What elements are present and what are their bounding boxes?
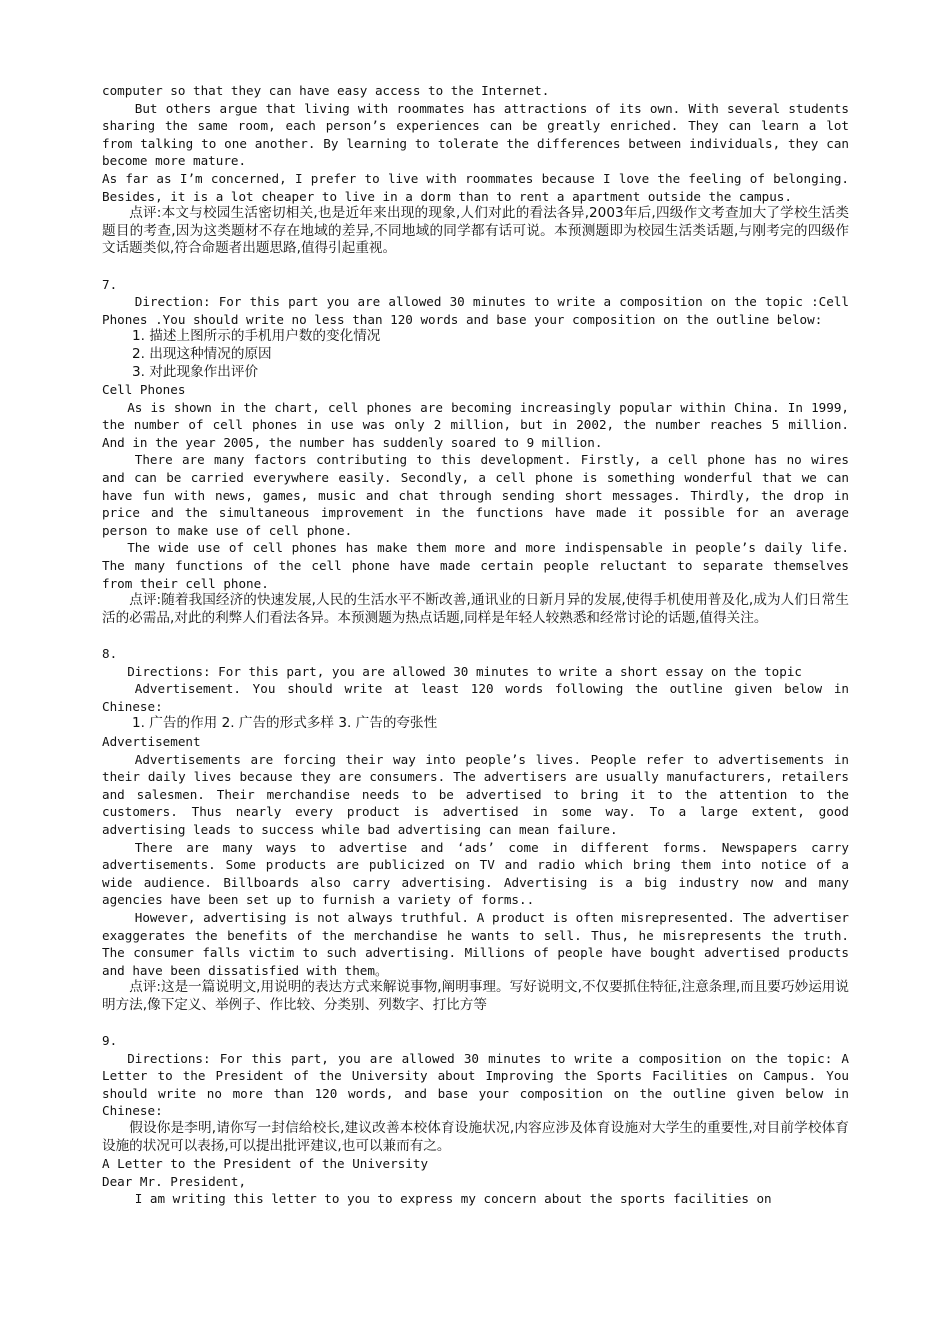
- s7-paragraph-1: As is shown in the chart, cell phones are becoming increasingly popular within China. In 1999, the number of cell phones in use was only 2 million, but in 2002, the number reaches 5 million. And in the year 2005, the number has suddenly soared to 9 million.: [102, 399, 849, 450]
- s7-paragraph-2: There are many factors contributing to this development. Firstly, a cell phone has no wires and can be carried everywhere easily. Secondly, a cell phone is something wonderful that we can have fun with news, games, music and chat through sending short messages. Thirdly, the drop in price and the simultaneous improvement in the functions have made it possible for an average person to make use of cell phone.: [102, 452, 849, 538]
- spacer: [102, 258, 849, 276]
- s9-letter-title: A Letter to the President of the University: [102, 1156, 429, 1172]
- s8-comment: 点评:这是一篇说明文,用说明的表达方式来解说事物,阐明事理。写好说明文,不仅要抓住特征,注意条理,而且要巧妙运用说明方法,像下定义、举例子、作比较、分类别、列数字、打比方等: [102, 979, 849, 1013]
- s8-number: 8.: [102, 646, 118, 661]
- s7-number: 7.: [102, 276, 118, 292]
- s6-paragraph-2: But others argue that living with roommates has attractions of its own. With several students sharing the same room, each person’s experiences can be greatly enriched. They can learn a lot from talking to one another. By learning to tolerate the differences between individuals, they can become more mature.: [102, 100, 849, 169]
- s6-comment: 点评:本文与校园生活密切相关,也是近年来出现的现象,人们对此的看法各异,2003年后,四级作文考查加大了学校生活类题目的考查,因为这类题材不存在地域的差异,不同地域的同学都有话可说。本预测题即为校园生活类话题,与刚考完的四级作文话题类似,符合命题者出题思路,值得引起重视。: [102, 205, 849, 257]
- s7-paragraph-3: The wide use of cell phones has make them more and more indispensable in people’s daily life. The many functions of the cell phone have made certain people reluctant to separate themselves from their cell phone.: [102, 540, 849, 591]
- s8-paragraph-3: However, advertising is not always truthful. A product is often misrepresented. The advertiser exaggerates the benefits of the merchandise he wants to sell. Thus, he misrepresents the truth. The consumer falls victim to such advertising. Millions of people have bought advertised products and have been dissatisfied with them。: [102, 909, 849, 978]
- s7-outline-item-1: 1. 描述上图所示的手机用户数的变化情况: [132, 328, 381, 345]
- s7-outline-item-3: 3. 对此现象作出评价: [132, 363, 259, 380]
- s7-essay-title: Cell Phones: [102, 382, 186, 398]
- s8-paragraph-2: There are many ways to advertise and ‘ads’ come in different forms. Newspapers carry advertisements. Some products are publicized on TV and radio which bring them into notice of a wide audience. Billboards also carry advertising. Advertising is a big industry now and many agencies have been set up to furnish a variety of forms..: [102, 839, 849, 908]
- s9-outline: 假设你是李明,请你写一封信给校长,建议改善本校体育设施状况,内容应涉及体育设施对大学生的重要性,对目前学校体育设施的状况可以表扬,可以提出批评建议,也可以兼而有之。: [102, 1120, 849, 1154]
- s7-outline-item-2: 2. 出现这种情况的原因: [132, 345, 272, 362]
- spacer: [102, 1014, 849, 1032]
- s9-paragraph-1: I am writing this letter to you to express my concern about the sports facilities on: [134, 1191, 772, 1207]
- s8-paragraph-1: Advertisements are forcing their way into people’s lives. People refer to advertisements in their daily lives because they are consumers. The advertisers are usually manufacturers, retailers and salesmen. Their merchandise needs to be advertised to bring it to the attention to the customers. Thus nearly every product is advertised in some way. To a large extent, good advertising leads to success while bad advertising can mean failure.: [102, 751, 849, 837]
- s6-paragraph-3: As far as I’m concerned, I prefer to live with roommates because I love the feeling of belonging. Besides, it is a lot cheaper to live in a dorm than to rent a apartment outside the campus.: [102, 170, 849, 204]
- s8-direction-line-1: Directions: For this part, you are allowed 30 minutes to write a short essay on the topic: [127, 663, 802, 679]
- s7-comment: 点评:随着我国经济的快速发展,人民的生活水平不断改善,通讯业的日新月异的发展,使得手机使用普及化,成为人们日常生活的必需品,对此的利弊人们看法各异。本预测题为热点话题,同样是年轻人较熟悉和经常讨论的话题,值得关注。: [102, 592, 849, 626]
- s7-direction: Direction: For this part you are allowed 30 minutes to write a composition on the topic :Cell Phones .You should write no less than 120 words and base your composition on the outline below:: [102, 294, 849, 327]
- s9-direction: Directions: For this part, you are allowed 30 minutes to write a composition on the topic: A Letter to the President of the University about Improving the Sports Facilities on Campus. You should write no more than 120 words, and base your composition on the outline given below in Chinese:: [102, 1050, 849, 1119]
- s6-paragraph-1: computer so that they can have easy access to the Internet.: [102, 83, 550, 98]
- s8-outline: 1. 广告的作用 2. 广告的形式多样 3. 广告的夸张性: [132, 715, 438, 732]
- s8-essay-title: Advertisement: [102, 733, 201, 749]
- s9-salutation: Dear Mr. President,: [102, 1173, 247, 1189]
- s9-number: 9.: [102, 1033, 118, 1049]
- spacer: [102, 627, 849, 645]
- s8-direction-line-2: Advertisement. You should write at least 120 words following the outline given below in Chinese:: [102, 681, 849, 714]
